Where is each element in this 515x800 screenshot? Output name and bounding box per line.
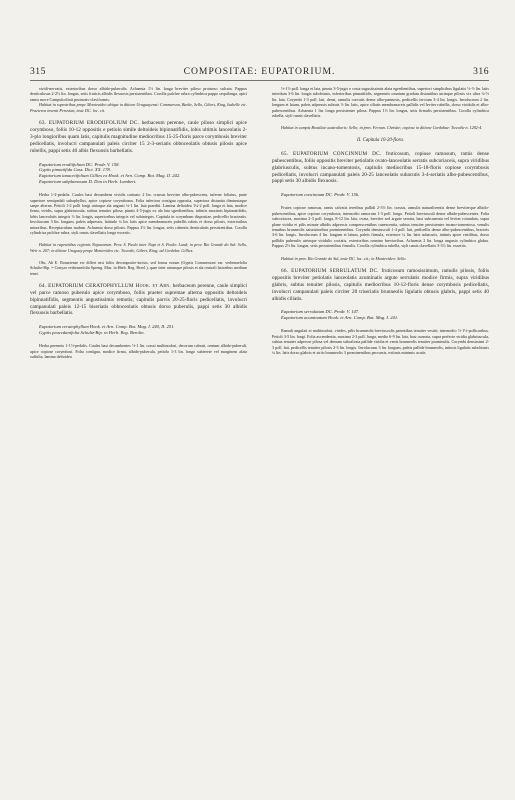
species-entry-63 [30, 120, 247, 155]
species-entry-64 [30, 283, 247, 318]
habitat-note: Habitat in rupestribus prope Montevideo ubique in ditione Uruguayensi: Commerson, Baeke, Sello, Gibert, King, Isabelle etc. Praeterea invenit Peruvian, teste DC. loc. cit. [30, 102, 247, 113]
synonym: Eupatorium acuminatum Hook. et Arn. Comp. Bot. Mag. I. 241. [281, 315, 399, 321]
habitat-note: Habitat in rupestribus regionis Napaearum. Prov. S. Paulo inter Napi et S. Paulo: Lund; in prov. Rio Grande do Sul: Sello, Weir n. 267; in ditione Uruguay prope Montevideo etc. Tweedie, Gibert, King; ad Cordoba: Gillies. [30, 242, 247, 253]
page-number-right: 316 [473, 66, 489, 77]
page-number-left: 315 [30, 66, 46, 77]
species-description: Ramuli angulati et multinodosi, virides, pilis brunneolis breviusculis patentibus tenuiter vestiti; internodio ½-1½-pollicaribus. Petioli 3-5 lin. longi. Folia ascendentia, maxima 2-3 poll. longa, medio 6-9 lin. lata, basi cuneata, supra perfecte viridia glabriuscula, subtus tenuiter adpresse pilosa vel demum subcalvata pallide viridia et venis brunneolis tenuiter prominulis. Corymbi densissimi 2-3 poll. lati, pedicellis tenuiter pilosis 2-3 lin. longis. Involucrum 3 lin. longum, paleis pallide brunneolis, intimis ligulatis subobtusis ¼ lin. latis dorso glabris et striis brunneolis 3 prominentibus percursis, extimis minimis acutis [272, 328, 489, 355]
continued-description: ½-1½ poll. longa et lata, pinnis 3-5-jugis e costa sugustissimis alata egredientibus, superiori simplicibus ligulatis ½-½ lin. latis interdum 3-6 lin. longis subobtusis, inferioribus pinnatifidis, segmentis omnium gradum distantibus utrinque pilosis vix ultra ¼-½ lin. lata. Corymbi 1-3 poll. lati, densi, ramulis curvatis dense albo-pannosis, pedicellis terctum 3-4 lin. longis. Involucrum 2 lin. longum et latum, paleis adpressis subtuis ½ lin. latis, apice ciliatis membranaceis pallidis vel leviter rubellis, dorso viridulis et albo-pubescentibus. Achaenia 1 lin. longa persistenter pilosa. Pappus 1½ lin. longus, setis firmulis persistentibus. Corolla cylindrica rubella, styli ramis clavellatis. [272, 86, 489, 119]
synonym: Eupatorium serrulatum DC. Prodr. V. 147. [281, 309, 360, 315]
synonym: Gyptis pinnatifida Cass. Dict. XX. 178. [39, 167, 111, 173]
left-column [30, 86, 247, 790]
synonym: Eupatorium concinnum DC. Prodr. V. 156. [281, 192, 360, 198]
species-heading: 65. EUPATORIUM CONCINNUM DC. [281, 150, 382, 157]
section-heading: II. Capitula 10-20-flora. [357, 137, 404, 143]
right-column [272, 86, 489, 790]
species-entry-65 [272, 151, 489, 186]
synonym: Gyptis peucedanifolia Schultz-Bip. in Herb. Reg. Berolin. [39, 330, 145, 336]
species-description: Frutex copiose ramosus, ramis calvatis teretibus pallidi 2-3½ lin. crassis, ramulis naturaliventis dense breviterque albido-pubescentibus, apice copiose corymbosis; internodio ramorum 1-3 poll. longo. Petioli breviusculi dense albido-pubescentes. Folia subcoriacea, maxima 2-3 poll. longa, 8-12 lin. lata, ovata, breviter sed argute serrata, basi subcuneata vel leviter rotundata, supra plane viridia et pilis minute albidis adpressis consperscentibus canescentia, subtus tenuiter persistenter incano-tomentosa, venulis tenuibus brunneolis saturatioribus prominentibus. Corymbi densiusculi 1-4 poll. lati, pedicellis dense albo-pubescentibus, bracteis 3-6 lin. longis. Involucrum 4 lin. longum et latum, paleis firmula, exteriore ¼ lin. latis subacutis, intimis apice viridibus, dorso pallidis puberulis utrinque viridulis coctatis, exterioribus omnino brevioribus. Achaenia 2 lin. longa angusto cylindrica glabra. Pappus 2½ lin. longus, setis persistentibus firmulis. Corolla cylindrica rubella, styli ramis clavellatis 3-3½ lin. exsertis. [272, 205, 489, 249]
habitat-note: Habitat in prov. Rio Grande do Sul, teste DC. loc. cit.; in Montevideo: Sello. [281, 255, 407, 261]
species-heading: 64. EUPATORIUM CERATOPHYLLUM Hook. et Arn. [39, 282, 171, 289]
synonym: Eupatorium erodiifolium DC. Prodr. V. 158. [39, 161, 120, 167]
synonym: Eupatorium ceratophyllum Hook. et Arn. Comp. Bot. Mag. I. 240, II. 251. [39, 324, 175, 330]
observation-note: Obs. Ab E. Bonariense etc differt nisi foliis decomposite-incisis, sed forma eorum (Gyptis Commersoni var. verbenaefolia Schultz-Bip. = Conyza verbenaefolia Spreng. Mus. in Herb. Reg. Berol.), quae inter utrumque pilosis et ala centrali latioribus medium tenet. [30, 260, 247, 276]
synonym: Eupatorium subplumosum D. Don in Herb. Lambert. [39, 179, 137, 185]
habitat-note: Habitat in campis Brasiliae australioris: Sello; in prov. Fernan. Christie; copiose in ditione Cordobae: Tweedie n. 1282-4. [281, 125, 483, 131]
synonym: Eupatorium tanacetifolium Gillies ex Hook. et Arn. Comp. Bot. Mag. II. 242. [39, 173, 181, 179]
continued-description: viridi-nervatis, exterioribus dorso albido-puberulis. Achaenia 1½ lin. longa breviter piloso pruinoso sulcata. Pappus denticulosus 2-2½ lin. longus, setis fruticis albidis flexuosis persistentibus. Corolla pulchre rubra cylindrica pappo sequilonga, apici ramis more Campuloclinii pruinosis-claviformis. [30, 86, 247, 102]
species-diagnosis: herbaceum perenne, caule piloso simplici apice corymboso, foliis 10-12 oppositis e petiolo simile deltoideis bipinnatifidis, lobis ultimis lanceolatis 2-3-plo longioribus quam latis, capitulis magnitudine mediocribus 15-25-floris parce corymbosis breviter pedicellatis, involucri campanulati paleis circiter 15 2-3-seriatis obbnceolatis obtusis pilosis apice rubellis, pappi setis 40 albis flexuosis barbellatis. [30, 120, 247, 154]
running-title: COMPOSITAE: EUPATORIUM. [183, 66, 336, 77]
species-heading: 66. EUPATORIUM SERRULATUM DC. [281, 267, 379, 274]
running-header [30, 66, 489, 78]
header-rule [30, 80, 489, 81]
species-heading: 63. EUPATORIUM ERODIIFOLIUM DC. [39, 120, 140, 127]
species-diagnosis: herbaceum perenne, caule simplici vel parce ramoso puberulo apice corymboso, foliis praeter supremae alterna oppositis deltoideis bipinnatifidis, segmentis angustissimis remotis; capitulis parvis 20-25-floris pedicellatis, involucri campanulati paleis 12-15 biseriatis obbnceolatis obtusis dorso puberulis, pappi setis 30 albidis flexuosis barbellatis. [30, 282, 247, 317]
species-entry-66 [272, 268, 489, 303]
species-diagnosis: fruticosum, copiose ramosum, ramis dense pubescentibus, foliis oppositis breviter petiolatis ovato-lanceolatis serratis subcoriaceis, supra viridibus glabriusculis, subtus incano-tomentosis, capitulis mediocribus 15-18-floris copiose corymbosis pedicellatis, involucri campanulati paleis 20-25 lanceolatis subacutis 3-4-seriatis albo-pubescentibus, pappi setis 30 albidis flexuosis. [272, 150, 489, 185]
species-description: Herba 1-2-pedalis. Caules basi decumbens vividis carinato 2 lin. crassus breviter albo-pubescens, inferne foliatus, parte superiore semipedali subaphyllus, apice copiose corymbosus. Folia inferiora contigua opposita, superiora distantia diminutaque saepe alterna. Petioli 1-2 polli longi utrinque ala angusti ¼-1 lin. lata praediti. Lamina deltoidea 1¼-2 poll. longa et lata, modice firma, viridis, supra glabriuscula, subtus tenuiter pilosa, pinnis 4-5-jugis ex ala lata sgredientibus, infimis maximis bipinnatifidis, lobis lanceolatis integris ½ lin. longis, superioribus integris vel subintegris. Capitula in corymbum dispositae, pedicellis bracteatis. Involucrum 3 lin. longum, paleis adpressis, latitudo ¼ lin. latis apice membranaceis pubellis rubris et dorso pilosis, exterioribus minoribus. Receptaculum nudum. Achaenia dorso pilosis. Pappus 2½ lin. longus, setis rubentis denticulatis persistentibus. Corolla cylindrica pulchre rubra, styli ramis clavellatis longe exsertis. [30, 192, 247, 236]
species-description: Herba perennis 1-1½-pedalis. Caules basi decumbentes ½-1 lin. crassi multinodosi, decorum rubrati, centum albido-puberuli, apice copiose corymbosi. Folia contigua, modice firma, albido-puberula, petiolo 1-3 lin. longo subterete vel marginem alata suffulta, lamina deltoidea [30, 343, 247, 360]
species-diagnosis: fruticosum ramosissimum, ramulis pilosis, foliis oppositis breviter petiolatis lanceolatis acuminatis argute serrulatis modice firmis, supra viridibus glabris, subtus tenuiter pilosis, capitulis mediocribus 10-12-floris dense corymbosis pedicellatis, involucri campanulati paleis circiter 20 triseriatis brunneolis ligulatis obtusis glabris, pappi setis 40 albidis ciliatis. [272, 267, 489, 302]
